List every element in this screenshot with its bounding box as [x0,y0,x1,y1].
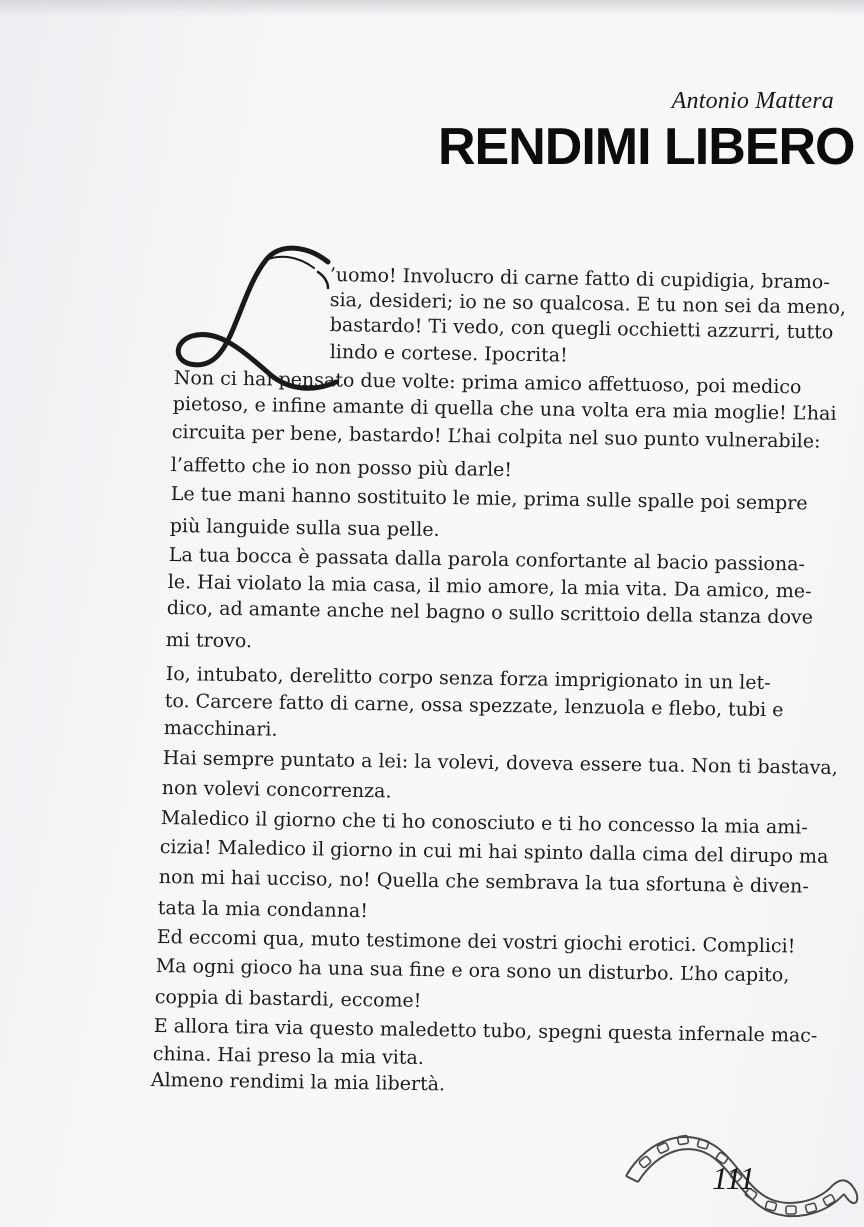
text-line: ’uomo! Involucro di carne fatto di cupidigia, bramo- [329,263,830,294]
text-line: Maledico il giorno che ti ho conosciuto e ti ho concesso la mia ami- [160,806,808,839]
text-line: sia, desideri; io ne so qualcosa. E tu non sei da meno, [329,288,847,319]
text-line: non volevi concorrenza. [161,776,392,803]
text-line: La tua bocca è passata dalla parola confortante al bacio passiona- [168,543,806,576]
text-line: l’affetto che io non posso più darle! [170,453,513,482]
text-line: non mi hai ucciso, no! Quella che sembrava la tua sfortuna è diven- [158,865,809,898]
text-line: Le tue mani hanno sostituito le mie, prima sulle spalle poi sempre [170,482,808,515]
text-line: circuita per bene, bastardo! L’hai colpita nel suo punto vulnerabile: [171,420,821,453]
text-line: Ma ogni gioco ha una sua fine e ora sono un disturbo. L’ho capito, [155,954,790,987]
text-line: Ed eccomi qua, muto testimone dei vostri giochi erotici. Complici! [156,925,796,958]
text-line: Non ci hai pensato due volte: prima amico affettuoso, poi medico [173,366,802,399]
text-line: Hai sempre puntato a lei: la volevi, doveva essere tua. Non ti bastava, [162,746,838,780]
text-line: E allora tira via questo maledetto tubo, spegni questa infernale mac- [153,1014,818,1047]
text-line: dico, ad amante anche nel bagno o sullo scrittoio della stanza dove [166,596,814,629]
text-line: più languide sulla sua pelle. [169,514,440,541]
text-line: mi trovo. [165,628,253,653]
text-line: Almeno rendimi la mia libertà. [150,1068,446,1096]
text-line: le. Hai violato la mia casa, il mio amore, la mia vita. Da amico, me- [167,570,812,603]
text-line: china. Hai preso la mia vita. [152,1042,425,1070]
story-title: RENDIMI LIBERO [438,118,855,176]
text-line: Io, intubato, derelitto corpo senza forza imprigionato in un let- [165,662,771,694]
text-line: macchinari. [163,716,278,741]
text-line: pietoso, e infine amante di quella che una volta era mia moglie! L’hai [172,392,837,425]
text-line: bastardo! Ti vedo, con quegli occhietti azzurri, tutto [329,313,834,344]
text-line: lindo e cortese. Ipocrita! [329,340,568,367]
text-line: tata la mia condanna! [157,896,369,923]
text-line: to. Carcere fatto di carne, ossa spezzate, lenzuola e flebo, tubi e [164,689,784,722]
text-line: coppia di bastardi, eccome! [154,985,422,1012]
author-name: Antonio Mattera [671,88,834,114]
page-number: 111 [712,1160,756,1196]
text-line: cizia! Maledico il giorno in cui mi hai spinto dalla cima del dirupo ma [159,835,829,868]
